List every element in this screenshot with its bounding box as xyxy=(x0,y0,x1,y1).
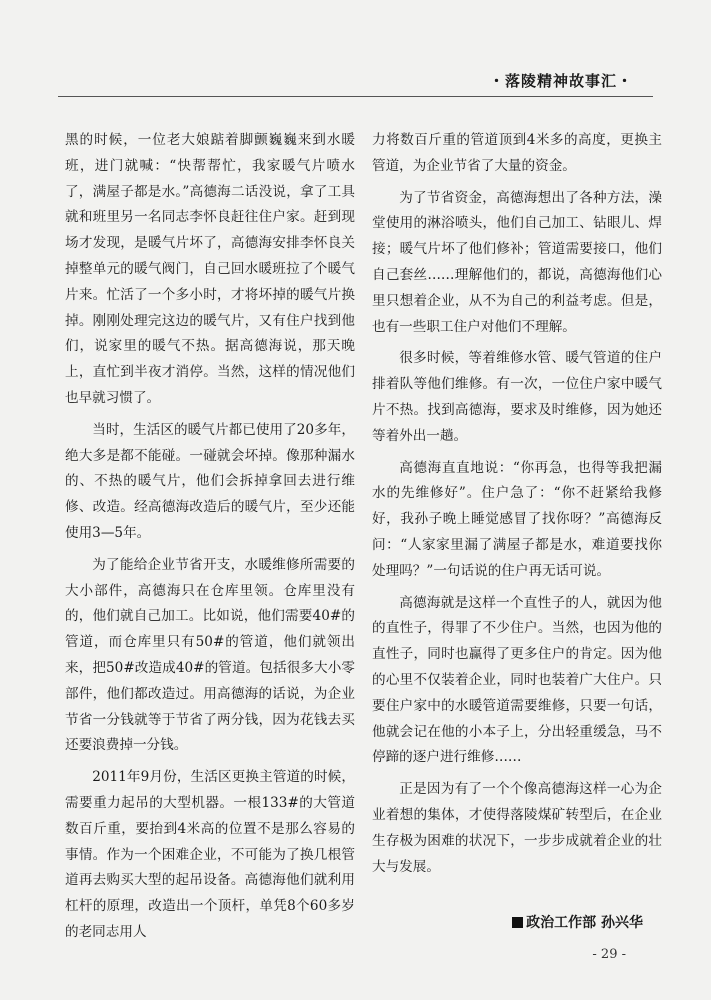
paragraph: 力将数百斤重的管道顶到4米多的高度，更换主管道，为企业节省了大量的资金。 xyxy=(372,132,662,174)
paragraph: 高德海就是这样一个直性子的人，就因为他的直性子，得罪了不少住户。当然，也因为他的直性子，同时也赢得了更多住户的肯定。因为他的心里不仅装着企业，同时也装着广大住户。只要住户家中的水暖管道需要维修，只要一句话，他就会记在他的小本子上，分出轻重缓急，马不停蹄的逐户进行维修…… xyxy=(372,594,662,766)
left-column xyxy=(65,128,355,946)
byline-text: 政治工作部 孙兴华 xyxy=(526,915,643,931)
author-byline xyxy=(512,912,643,932)
square-bullet-icon xyxy=(512,917,523,928)
paragraph: 为了节省资金，高德海想出了各种方法，澡堂使用的淋浴喷头，他们自己加工、钻眼儿、焊接；暖气片坏了他们修补；管道需要接口，他们自己套丝……理解他们的，都说，高德海他们心里只想着企业，从不为自己的利益考虑。但是，也有一些职工住户对他们不理解。 xyxy=(372,189,662,335)
paragraph: 很多时候，等着维修水管、暖气管道的住户排着队等他们维修。有一次，一位住户家中暖气片不热。找到高德海，要求及时维修，因为她还等着外出一趟。 xyxy=(372,350,662,444)
header-title: ・落陵精神故事汇・ xyxy=(488,72,633,90)
paragraph: 黑的时候，一位老大娘踮着脚颤巍巍来到水暖班，进门就喊：“快帮帮忙，我家暖气片喷水了，满屋子都是水。”高德海二话没说，拿了工具就和班里另一名同志李怀良赶往住户家。赶到现场才发现，是暖气片坏了，高德海安排李怀良关掉整单元的暖气阀门，自己回水暖班拉了个暖气片来。忙活了一个多小时，才将坏掉的暖气片换掉。刚刚处理完这边的暖气片，又有住户找到他们，说家里的暖气不热。据高德海说，那天晚上，直忙到半夜才消停。当然，这样的情况他们也早就习惯了。 xyxy=(65,132,355,406)
header-rule xyxy=(58,96,653,97)
paragraph: 当时，生活区的暖气片都已使用了20多年，绝大多是都不能碰。一碰就会坏掉。像那种漏水的、不热的暖气片，他们会拆掉拿回去进行维修、改造。经高德海改造后的暖气片，至少还能使用3—5年。 xyxy=(65,421,355,541)
paragraph: 正是因为有了一个个像高德海这样一心为企业着想的集体，才使得落陵煤矿转型后，在企业生存极为困难的状况下，一步步成就着企业的壮大与发展。 xyxy=(372,781,662,875)
paragraph: 为了能给企业节省开支，水暖维修所需要的大小部件，高德海只在仓库里领。仓库里没有的，他们就自己加工。比如说，他们需要40#的管道，而仓库里只有50#的管道，他们就领出来，把50#改造成40#的管道。包括很多大小零部件，他们都改造过。用高德海的话说，为企业节省一分钱就等于节省了两分钱，因为花钱去买还要浪费掉一分钱。 xyxy=(65,556,355,754)
running-header xyxy=(0,58,711,98)
page-number: - 29 - xyxy=(592,947,626,962)
paragraph: 2011年9月份，生活区更换主管道的时候，需要重力起吊的大型机器。一根133#的大管道数百斤重，要抬到4米高的位置不是那么容易的事情。作为一个困难企业，不可能为了换几根管道再去购买大型的起吊设备。高德海他们就利用杠杆的原理，改造出一个顶杆，单凭8个60多岁的老同志用人 xyxy=(65,769,355,940)
right-column xyxy=(372,128,662,880)
paragraph: 高德海直直地说：“你再急，也得等我把漏水的先维修好”。住户急了：“你不赶紧给我修好，我孙子晚上睡觉感冒了找你呀？”高德海反问：“人家家里漏了满屋子都是水，难道要找你处理吗？”一句话说的住户再无话可说。 xyxy=(372,459,662,579)
